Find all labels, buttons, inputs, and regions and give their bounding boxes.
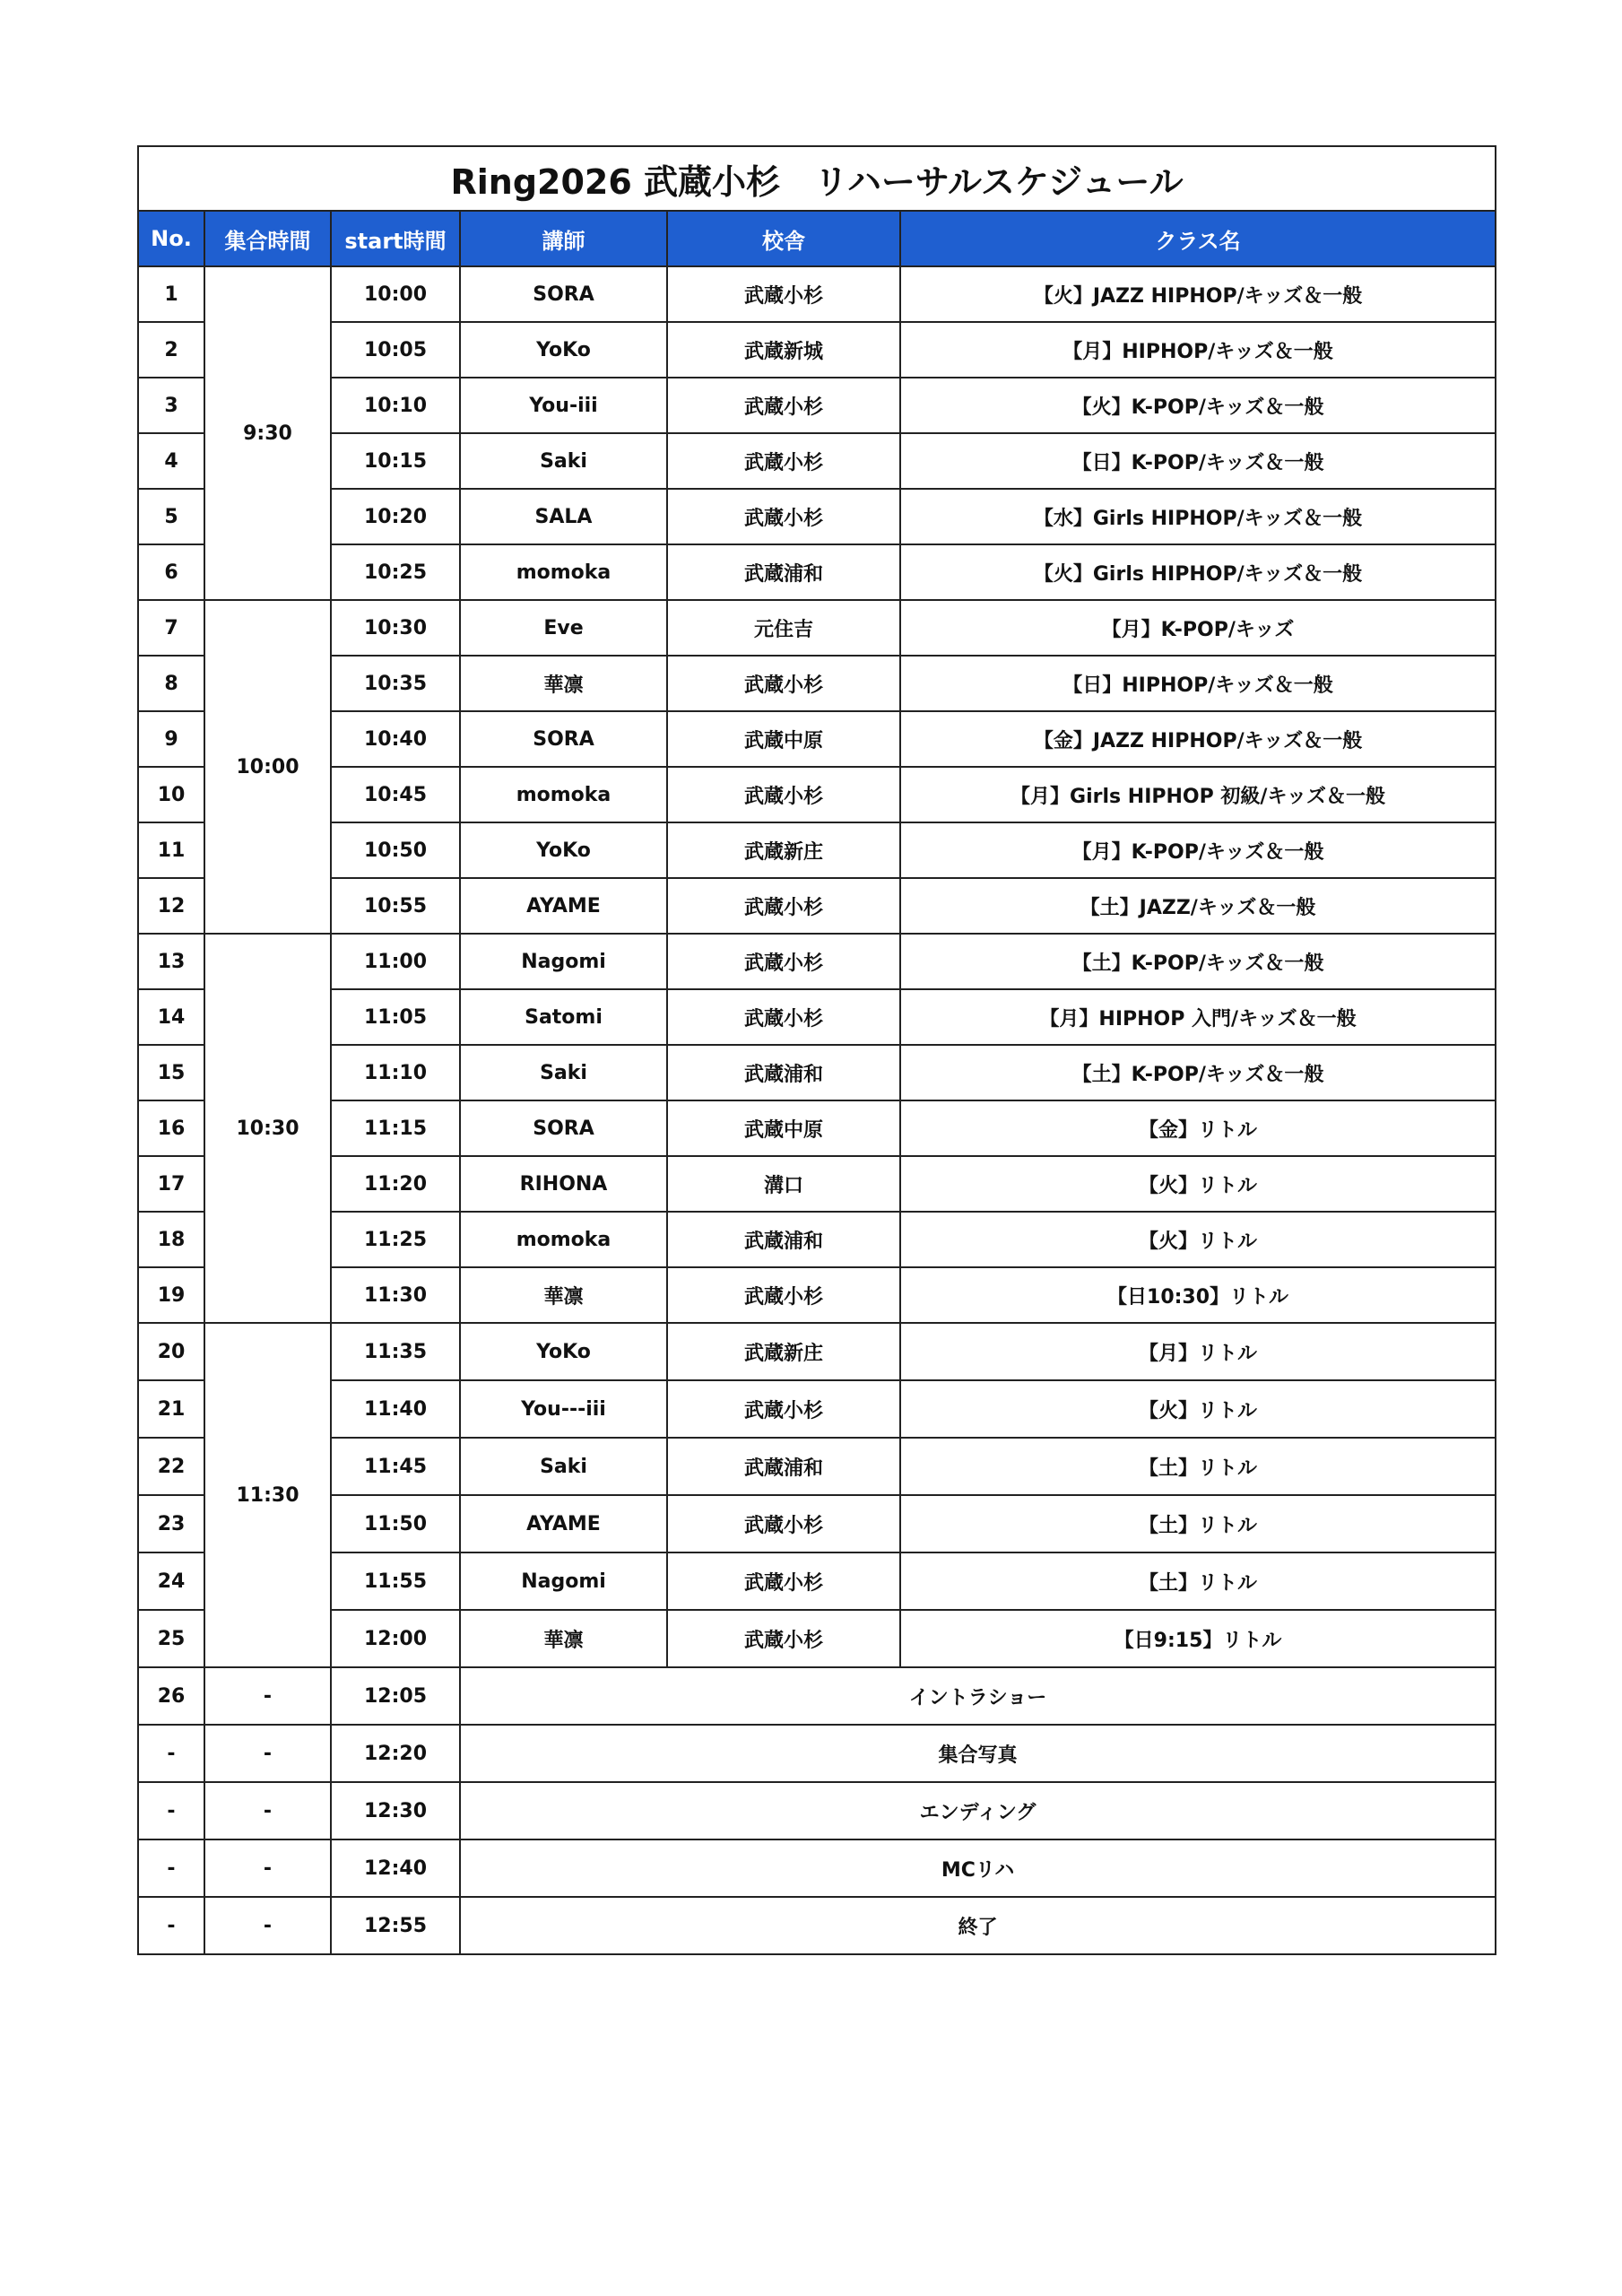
class-name: 【土】JAZZ/キッズ＆一般 [900,878,1496,934]
instructor-name: 華凛 [460,1610,667,1667]
event-row [138,1667,1496,1725]
instructor-name: RIHONA [460,1156,667,1212]
event-row [138,1725,1496,1782]
header-no: No. [138,211,204,266]
table-row [138,544,1496,600]
class-name: 【月】HIPHOP/キッズ＆一般 [900,322,1496,378]
instructor-name: SALA [460,489,667,544]
assembly-time: 11:30 [204,1323,331,1667]
table-row [138,378,1496,433]
row-number: 9 [138,711,204,767]
header-class-name: クラス名 [900,211,1496,266]
row-number: - [138,1782,204,1839]
assembly-time: - [204,1782,331,1839]
instructor-name: SORA [460,711,667,767]
table-row [138,600,1496,656]
start-time: 11:55 [331,1552,460,1610]
school-name: 武蔵小杉 [667,433,900,489]
start-time: 10:00 [331,266,460,322]
table-row [138,266,1496,322]
row-number: 22 [138,1438,204,1495]
instructor-name: Nagomi [460,934,667,989]
event-name: エンディング [460,1782,1496,1839]
school-name: 武蔵新庄 [667,822,900,878]
class-name: 【月】HIPHOP 入門/キッズ＆一般 [900,989,1496,1045]
header-school: 校舎 [667,211,900,266]
table-row [138,822,1496,878]
start-time: 11:30 [331,1267,460,1323]
school-name: 武蔵浦和 [667,1212,900,1267]
start-time: 10:50 [331,822,460,878]
class-name: 【火】K-POP/キッズ＆一般 [900,378,1496,433]
table-row [138,1212,1496,1267]
start-time: 10:35 [331,656,460,711]
instructor-name: momoka [460,1212,667,1267]
start-time: 11:10 [331,1045,460,1100]
row-number: 25 [138,1610,204,1667]
start-time: 10:45 [331,767,460,822]
start-time: 11:45 [331,1438,460,1495]
school-name: 武蔵中原 [667,1100,900,1156]
instructor-name: SORA [460,266,667,322]
class-name: 【水】Girls HIPHOP/キッズ＆一般 [900,489,1496,544]
start-time: 11:25 [331,1212,460,1267]
instructor-name: momoka [460,544,667,600]
school-name: 武蔵小杉 [667,989,900,1045]
school-name: 武蔵新庄 [667,1323,900,1380]
table-row [138,1380,1496,1438]
page-title: Ring2026 武蔵小杉 リハーサルスケジュール [138,146,1496,211]
class-name: 【火】リトル [900,1380,1496,1438]
class-name: 【月】リトル [900,1323,1496,1380]
class-name: 【土】K-POP/キッズ＆一般 [900,1045,1496,1100]
instructor-name: 華凛 [460,656,667,711]
instructor-name: 華凛 [460,1267,667,1323]
header-instructor: 講師 [460,211,667,266]
class-name: 【日9:15】リトル [900,1610,1496,1667]
row-number: 7 [138,600,204,656]
row-number: 21 [138,1380,204,1438]
school-name: 武蔵小杉 [667,1267,900,1323]
table-row [138,1045,1496,1100]
row-number: 20 [138,1323,204,1380]
table-row [138,1100,1496,1156]
class-name: 【火】リトル [900,1156,1496,1212]
row-number: 26 [138,1667,204,1725]
start-time: 11:05 [331,989,460,1045]
table-row [138,934,1496,989]
start-time: 10:10 [331,378,460,433]
class-name: 【金】リトル [900,1100,1496,1156]
school-name: 武蔵小杉 [667,489,900,544]
start-time: 10:25 [331,544,460,600]
instructor-name: You-iii [460,378,667,433]
table-row [138,878,1496,934]
school-name: 武蔵小杉 [667,1552,900,1610]
school-name: 武蔵浦和 [667,1438,900,1495]
instructor-name: SORA [460,1100,667,1156]
class-name: 【金】JAZZ HIPHOP/キッズ＆一般 [900,711,1496,767]
table-row [138,1156,1496,1212]
class-name: 【月】Girls HIPHOP 初級/キッズ＆一般 [900,767,1496,822]
row-number: 24 [138,1552,204,1610]
start-time: 10:30 [331,600,460,656]
start-time: 11:40 [331,1380,460,1438]
start-time: 10:55 [331,878,460,934]
class-name: 【土】リトル [900,1552,1496,1610]
assembly-time: - [204,1667,331,1725]
instructor-name: Satomi [460,989,667,1045]
row-number: 10 [138,767,204,822]
event-row [138,1897,1496,1954]
assembly-time: - [204,1839,331,1897]
row-number: - [138,1839,204,1897]
event-name: 終了 [460,1897,1496,1954]
row-number: - [138,1725,204,1782]
instructor-name: momoka [460,767,667,822]
table-row [138,489,1496,544]
instructor-name: Saki [460,1438,667,1495]
assembly-time: - [204,1725,331,1782]
start-time: 12:30 [331,1782,460,1839]
school-name: 溝口 [667,1156,900,1212]
instructor-name: Nagomi [460,1552,667,1610]
start-time: 12:00 [331,1610,460,1667]
table-row [138,767,1496,822]
table-row [138,1495,1496,1552]
event-name: MCリハ [460,1839,1496,1897]
row-number: 23 [138,1495,204,1552]
start-time: 11:50 [331,1495,460,1552]
table-row [138,1323,1496,1380]
school-name: 武蔵新城 [667,322,900,378]
school-name: 武蔵小杉 [667,266,900,322]
class-name: 【日】HIPHOP/キッズ＆一般 [900,656,1496,711]
row-number: 2 [138,322,204,378]
title-row [138,146,1496,211]
school-name: 武蔵小杉 [667,767,900,822]
table-row [138,1552,1496,1610]
instructor-name: AYAME [460,1495,667,1552]
table-row [138,322,1496,378]
row-number: 12 [138,878,204,934]
row-number: 6 [138,544,204,600]
assembly-time: 10:00 [204,600,331,934]
assembly-time: - [204,1897,331,1954]
table-row [138,1438,1496,1495]
row-number: 14 [138,989,204,1045]
table-row [138,711,1496,767]
instructor-name: AYAME [460,878,667,934]
class-name: 【月】K-POP/キッズ [900,600,1496,656]
row-number: 17 [138,1156,204,1212]
instructor-name: YoKo [460,822,667,878]
class-name: 【日10:30】リトル [900,1267,1496,1323]
row-number: 4 [138,433,204,489]
class-name: 【月】K-POP/キッズ＆一般 [900,822,1496,878]
instructor-name: You---iii [460,1380,667,1438]
class-name: 【火】リトル [900,1212,1496,1267]
school-name: 武蔵浦和 [667,1045,900,1100]
row-number: - [138,1897,204,1954]
event-row [138,1782,1496,1839]
instructor-name: Eve [460,600,667,656]
row-number: 11 [138,822,204,878]
start-time: 12:55 [331,1897,460,1954]
school-name: 武蔵小杉 [667,1380,900,1438]
schedule-sheet [137,145,1495,1955]
row-number: 15 [138,1045,204,1100]
start-time: 10:20 [331,489,460,544]
start-time: 10:05 [331,322,460,378]
instructor-name: Saki [460,1045,667,1100]
row-number: 5 [138,489,204,544]
school-name: 武蔵小杉 [667,1495,900,1552]
school-name: 武蔵小杉 [667,1610,900,1667]
school-name: 武蔵小杉 [667,878,900,934]
start-time: 11:15 [331,1100,460,1156]
schedule-body [138,266,1496,1954]
row-number: 3 [138,378,204,433]
event-name: イントラショー [460,1667,1496,1725]
event-name: 集合写真 [460,1725,1496,1782]
assembly-time: 9:30 [204,266,331,600]
school-name: 武蔵小杉 [667,934,900,989]
instructor-name: Saki [460,433,667,489]
start-time: 11:35 [331,1323,460,1380]
school-name: 武蔵浦和 [667,544,900,600]
school-name: 武蔵小杉 [667,378,900,433]
start-time: 10:15 [331,433,460,489]
assembly-time: 10:30 [204,934,331,1323]
start-time: 11:20 [331,1156,460,1212]
instructor-name: YoKo [460,322,667,378]
table-row [138,1267,1496,1323]
class-name: 【火】Girls HIPHOP/キッズ＆一般 [900,544,1496,600]
start-time: 10:40 [331,711,460,767]
school-name: 武蔵小杉 [667,656,900,711]
start-time: 12:05 [331,1667,460,1725]
row-number: 19 [138,1267,204,1323]
table-row [138,656,1496,711]
start-time: 12:20 [331,1725,460,1782]
header-assembly-time: 集合時間 [204,211,331,266]
row-number: 16 [138,1100,204,1156]
class-name: 【土】リトル [900,1495,1496,1552]
schedule-table [137,145,1496,1955]
class-name: 【土】リトル [900,1438,1496,1495]
header-row [138,211,1496,266]
table-row [138,989,1496,1045]
row-number: 13 [138,934,204,989]
row-number: 18 [138,1212,204,1267]
start-time: 12:40 [331,1839,460,1897]
table-row [138,1610,1496,1667]
class-name: 【日】K-POP/キッズ＆一般 [900,433,1496,489]
class-name: 【火】JAZZ HIPHOP/キッズ＆一般 [900,266,1496,322]
school-name: 武蔵中原 [667,711,900,767]
start-time: 11:00 [331,934,460,989]
row-number: 1 [138,266,204,322]
event-row [138,1839,1496,1897]
row-number: 8 [138,656,204,711]
table-row [138,433,1496,489]
class-name: 【土】K-POP/キッズ＆一般 [900,934,1496,989]
instructor-name: YoKo [460,1323,667,1380]
school-name: 元住吉 [667,600,900,656]
header-start-time: start時間 [331,211,460,266]
